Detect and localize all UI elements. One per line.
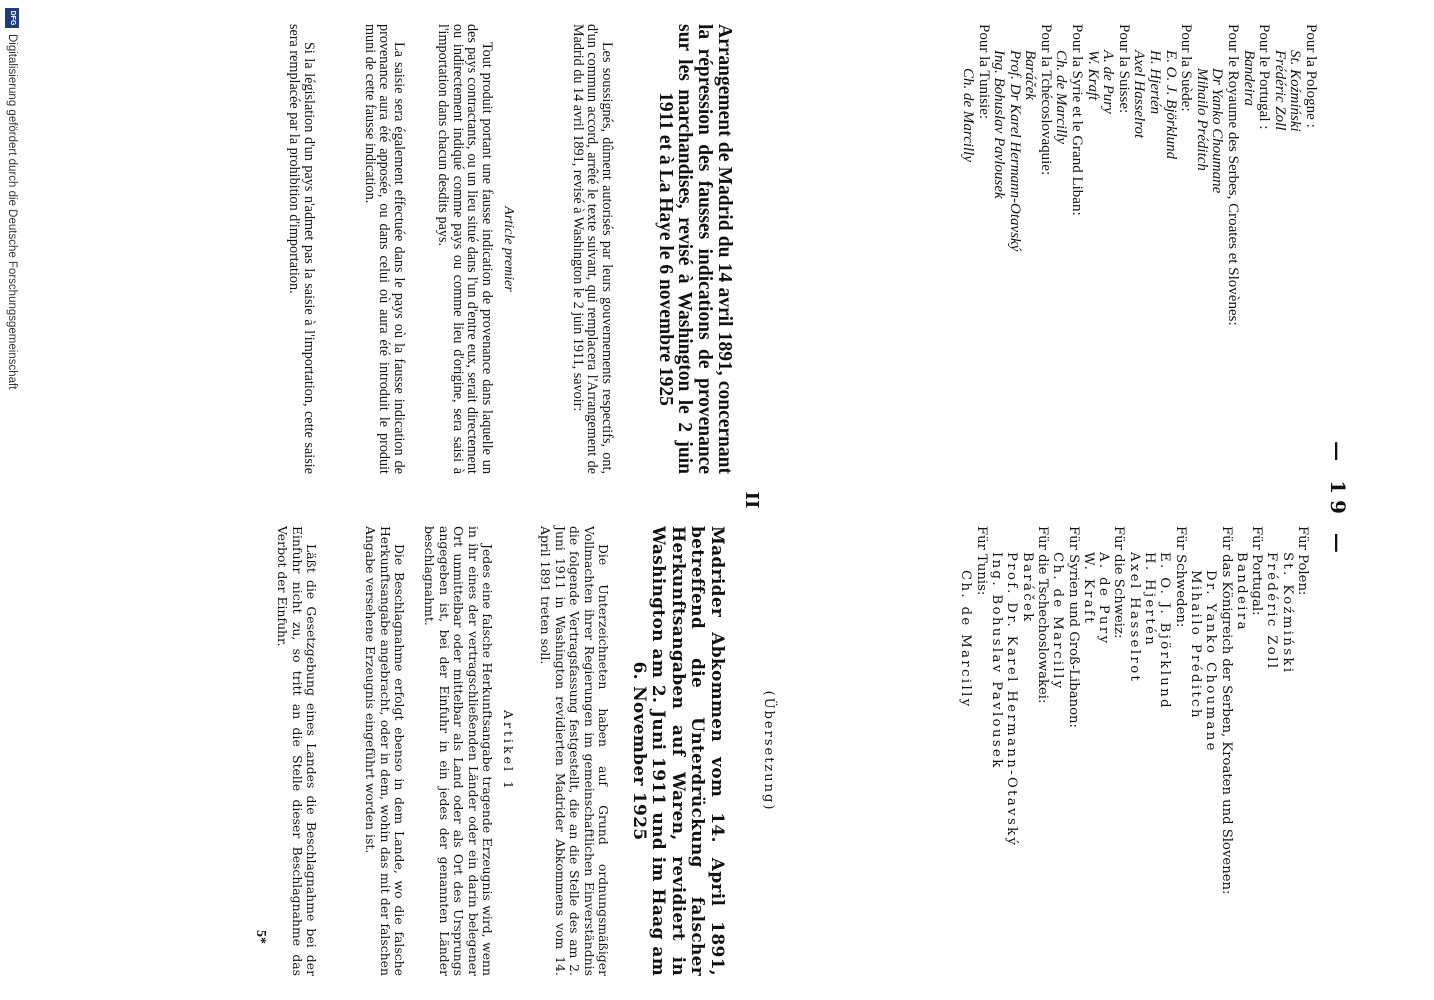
signatory-country: Für die Schweiz:	[1111, 526, 1127, 639]
french-article-heading: Article premier	[501, 206, 516, 292]
signatory-name: W. Kraft	[1080, 552, 1096, 626]
signatory-name: H. Hjertén	[1147, 50, 1164, 115]
signatory-name: E. O. J. Björklund	[1157, 552, 1173, 710]
french-article-paragraph: Tout produit portant une fausse indication de provenance dans laquelle un des pays contractants, ou un lieu situé dans l'un d'entre eux, serait directement ou indirectement indiqué comme pays ou comme lieu d'origine, sera saisi à l'importation dans chacun desdits pays.	[435, 24, 495, 474]
signatory-country: Pour la Syrie et le Grand Liban:	[1069, 24, 1086, 216]
signatory-country: Für Polen:	[1295, 526, 1310, 596]
signatory-name: E. O. J. Björklund	[1162, 50, 1179, 160]
signatory-name: Bandeira	[1233, 552, 1249, 632]
german-article-paragraph: Die Beschlagnahme erfolgt ebenso in dem Lande, wo die falsche Herkunftsangabe angebracht, oder in dem, wohin das mit der falschen Angabe versehene Erzeugnis eingeführt worden ist.	[363, 526, 407, 976]
signatory-name: Ch. de Marcilly	[958, 570, 974, 709]
signatory-name: Axel Hasselrot	[1126, 552, 1142, 684]
signatory-name: Baráček	[1022, 50, 1039, 100]
digitization-credit: Digitalisierung gefördert durch die Deutsche Forschungsgemeinschaft	[6, 34, 18, 390]
signatory-country: Für die Tschechoslowakei:	[1034, 526, 1050, 704]
signatory-country: Für Schweden:	[1172, 526, 1188, 628]
signatory-name: St. Koźmiński	[1287, 50, 1304, 132]
signatory-name: Mihailo Préditch	[1187, 570, 1203, 720]
digitization-footer	[0, 0, 24, 1000]
signatory-name: Ing. Bohuslav Pavlousek	[991, 50, 1008, 199]
signatory-country: Pour la Suisse:	[1115, 24, 1132, 114]
signatory-country: Pour la Suède:	[1178, 24, 1195, 112]
signatory-name: Axel Hasselrot	[1131, 50, 1148, 139]
signatory-name: Bandeira	[1240, 50, 1257, 106]
signatory-name: St. Koźmiński	[1279, 552, 1295, 675]
signatory-country: Pour la Tunisie:	[975, 24, 992, 120]
french-article-paragraph: Si la législation d'un pays n'admet pas la saisie à l'importation, cette saisie sera remplacée par la prohibition d'importation.	[286, 24, 317, 474]
signatory-name: Baráček	[1019, 552, 1035, 624]
signatory-name: Ch. de Marcilly	[959, 68, 976, 163]
dfg-logo-icon: DFG	[5, 8, 19, 28]
signatory-name: A. de Pury	[1096, 552, 1112, 646]
signatory-country: Für das Königreich der Serben, Kroaten und Slovenen:	[1218, 526, 1234, 895]
signatory-name: A. de Pury	[1100, 50, 1117, 114]
french-article-paragraph: La saisie sera également effectuée dans le pays où la fausse indication de provenance aura été apposée, ou dans celui où aura été introduit le produit muni de cette fausse indication.	[361, 24, 407, 474]
signatory-country: Pour la Tchécoslovaquie:	[1037, 24, 1054, 176]
signatory-country: Für Tunis:	[973, 526, 989, 596]
signatory-name: Dr Yanko Choumane	[1209, 68, 1226, 194]
translation-note: (Übersetzung)	[761, 690, 776, 812]
signatory-name: Dr. Yanko Choumane	[1203, 570, 1219, 753]
signatory-name: W. Kraft	[1084, 50, 1101, 101]
section-numeral: II	[741, 491, 762, 509]
signatory-name: Mihailo Préditch	[1193, 68, 1210, 171]
signatory-country: Pour le Royaume des Serbes, Croates et Slovènes:	[1225, 24, 1242, 326]
page-number: — 19 —	[1326, 441, 1350, 559]
signatory-name: Prof. Dr Karel Hermann-Otavský	[1006, 50, 1023, 252]
signatory-name: Ch. de Marcilly	[1053, 50, 1070, 145]
german-title: Madrider Abkommen vom 14. April 1891, betreffend die Unterdrückung falscher Herkunftsangaben auf Waren, revidiert in Washington am 2. Juni 1911 und im Haag am 6. November 1925	[628, 526, 727, 976]
german-signatories	[958, 526, 1310, 976]
german-article-paragraph: Läßt die Gesetzgebung eines Landes die Beschlagnahme bei der Einfuhr nicht zu, so tritt an die Stelle dieser Beschlagnahme das Verbot der Einfuhr.	[275, 526, 319, 976]
signatory-name: H. Hjertén	[1142, 552, 1158, 648]
french-title: Arrangement de Madrid du 14 avril 1891, concernant la répression des fausses indications de provenance sur les marchandises, revisé à Washington le 2 juin 1911 et à La Haye le 6 novembre 1925	[654, 24, 735, 474]
signatory-country: Pour la Pologne :	[1303, 24, 1319, 128]
signatory-name: Ing. Bohuslav Pavlousek	[989, 552, 1005, 770]
signatory-name: Prof. Dr. Karel Hermann-Otavský	[1004, 552, 1020, 848]
signatory-name: Ch. de Marcilly	[1050, 552, 1066, 691]
french-signatories	[959, 24, 1318, 474]
french-preamble: Les soussignés, dûment autorisés par leurs gouvernements respectifs, ont, d'un commun accord, arrêté le texte suivant, qui remplacera l'Arrangement de Madrid du 14 avril 1891, revisé à Washington le 2 juin 1911, savoir:	[569, 24, 615, 474]
signatory-country: Pour le Portugal :	[1256, 24, 1273, 130]
signatory-country: Für Syrien und Groß-Libanon:	[1065, 526, 1081, 728]
signatory-name: Frédéric Zoll	[1264, 552, 1280, 671]
signatory-name: Frédéric Zoll	[1271, 50, 1288, 131]
sheet-signature-mark: 5*	[253, 930, 268, 944]
german-article-paragraph: Jedes eine falsche Herkunftsangabe tragende Erzeugnis wird, wenn in ihr eines der vertragschließenden Länder oder ein darin belegener Ort unmittelbar oder mittelbar als Land oder als Ort des Ursprungs angegeben ist, bei der Einfuhr in ein jedes der genannten Länder beschlagnahmt.	[422, 526, 495, 976]
signatory-country: Für Portugal:	[1249, 526, 1265, 616]
german-article-heading: Artikel 1	[501, 710, 516, 792]
german-preamble: Die Unterzeichneten haben auf Grund ordnungsmäßiger Vollmachten ihrer Regierungen im gemeinschaftlichen Einverständnis die folgende Vertragsfassung festgestellt, die an die Stelle des am 2. Juni 1911 in Washington revidierten Madrider Abkommens vom 14. April 1891 treten soll.	[538, 526, 611, 976]
